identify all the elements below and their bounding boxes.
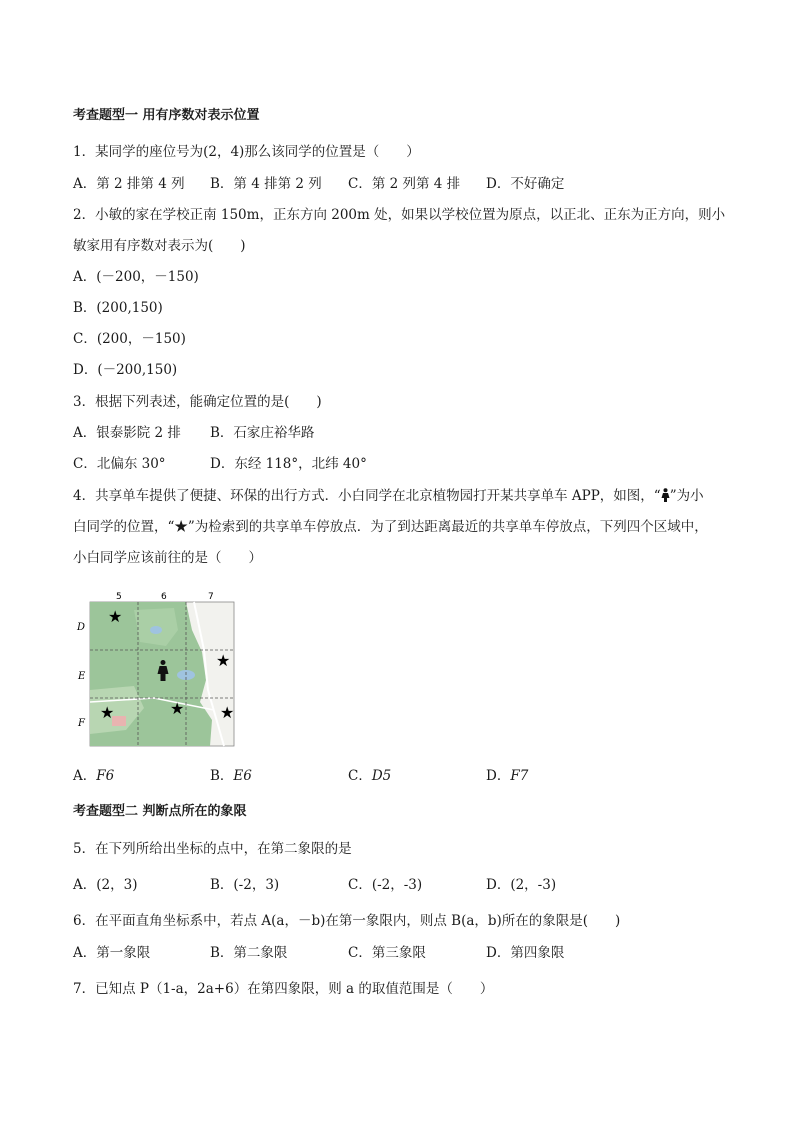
q5-option-b: B．(-2，3) xyxy=(210,877,280,893)
q1-option-b: B．第 4 排第 2 列 xyxy=(210,176,322,192)
q2-option-b: B．(200,150) xyxy=(73,300,163,316)
question-1-stem: 1．某同学的座位号为(2，4)那么该同学的位置是（ ） xyxy=(73,144,420,160)
q1-option-c: C．第 2 列第 4 排 xyxy=(348,176,461,192)
q6-option-d: D．第四象限 xyxy=(486,945,565,961)
map-column-label-7: 7 xyxy=(208,592,214,602)
question-2-stem-line1: 2．小敏的家在学校正南 150m，正东方向 200m 处，如果以学校位置为原点，以正北、正东为正方向，则小 xyxy=(73,207,726,223)
question-7-stem: 7．已知点 P（1-a，2a+6）在第四象限，则 a 的取值范围是（ ） xyxy=(73,981,494,997)
question-4-stem-line3: 小白同学应该前往的是（ ） xyxy=(73,550,262,566)
q4-stem-line1-end: ”为小 xyxy=(669,488,704,504)
question-4-stem-line1 xyxy=(73,487,704,505)
q5-option-d: D．(2，-3) xyxy=(486,877,557,893)
q3-option-c: C．北偏东 30° xyxy=(73,456,166,472)
q2-option-c: C．(200，－150) xyxy=(73,331,186,347)
question-2-stem-line2: 敏家用有序数对表示为( ) xyxy=(73,238,246,254)
section-title-1: 考查题型一 用有序数对表示位置 xyxy=(73,108,260,123)
star-icon: ★ xyxy=(100,703,115,722)
q1-option-d: D．不好确定 xyxy=(486,176,565,192)
q4-option-c xyxy=(348,767,391,785)
q5-option-c: C．(-2，-3) xyxy=(348,877,423,893)
q2-option-d: D．(－200,150) xyxy=(73,362,178,378)
q4-option-b-value: E6 xyxy=(233,768,252,784)
map-row-label-f: F xyxy=(78,718,85,729)
q6-option-a: A．第一象限 xyxy=(73,945,151,961)
q4-option-b xyxy=(210,767,252,785)
person-icon xyxy=(661,488,670,502)
star-icon: ★ xyxy=(170,699,185,718)
map-row-label-d: D xyxy=(77,622,86,633)
q2-option-a: A．(－200，－150) xyxy=(73,269,199,285)
question-3-stem: 3．根据下列表述，能确定位置的是( ) xyxy=(73,394,322,410)
question-5-stem: 5．在下列所给出坐标的点中，在第二象限的是 xyxy=(73,841,352,857)
q4-stem-line1-text: 4．共享单车提供了便捷、环保的出行方式．小白同学在北京植物园打开某共享单车 APP，如图，“ xyxy=(73,488,661,504)
section-title-2: 考查题型二 判断点所在的象限 xyxy=(73,804,247,819)
q6-option-c: C．第三象限 xyxy=(348,945,426,961)
q4-option-a xyxy=(73,767,114,785)
star-icon: ★ xyxy=(220,703,235,722)
map-column-label-5: 5 xyxy=(116,592,122,602)
q3-option-a: A．银泰影院 2 排 xyxy=(73,425,181,441)
q4-option-c-prefix: C． xyxy=(348,768,372,784)
q4-option-a-value: F6 xyxy=(96,768,115,784)
q6-option-b: B．第二象限 xyxy=(210,945,288,961)
q4-option-a-prefix: A． xyxy=(73,768,97,784)
map-pond xyxy=(150,626,162,634)
q3-option-d: D．东经 118°，北纬 40° xyxy=(210,456,367,472)
star-icon: ★ xyxy=(216,651,231,670)
q1-option-a: A．第 2 排第 4 列 xyxy=(73,176,185,192)
q5-option-a: A．(2，3) xyxy=(73,877,138,893)
q4-option-c-value: D5 xyxy=(371,768,392,784)
map-column-label-6: 6 xyxy=(161,592,167,602)
map-row-label-e: E xyxy=(78,671,86,682)
q4-option-b-prefix: B． xyxy=(210,768,234,784)
botanical-garden-map xyxy=(74,590,244,750)
q4-option-d xyxy=(486,767,528,785)
q4-option-d-value: F7 xyxy=(510,768,529,784)
q4-option-d-prefix: D． xyxy=(486,768,511,784)
q3-option-b: B．石家庄裕华路 xyxy=(210,425,315,441)
question-4-stem-line2: 白同学的位置，“★”为检索到的共享单车停放点．为了到达距离最近的共享单车停放点，下列四个区域中， xyxy=(73,519,708,535)
star-icon: ★ xyxy=(108,607,123,626)
question-6-stem: 6．在平面直角坐标系中，若点 A(a，－b)在第一象限内，则点 B(a，b)所在的象限是( ) xyxy=(73,913,621,929)
